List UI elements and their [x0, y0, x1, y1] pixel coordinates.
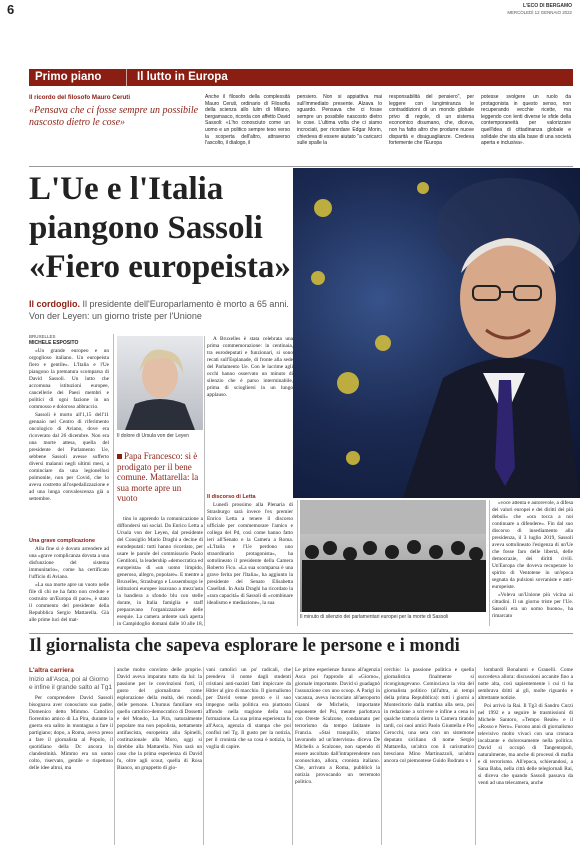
headline-line: L'Ue e l'Italia	[29, 171, 224, 207]
standfirst-label: Il cordoglio.	[29, 299, 80, 309]
divider	[29, 166, 573, 167]
headline-line: «Fiero europeista»	[29, 249, 291, 285]
bottom-column: Le prime esperienze furono all'agenzia Asca poi l'approdo al «Giorno», giornale importante. David si guadagnò l'assunzione con uno scoop. A Parigi in vacanza, aveva incrociato all'aeroporto Gianni de Michelis, importante esponente del Psi, mentre parlottava con Oreste Scalzone, condannato per terrorismo da tempo latitante in Francia. «Stai tranquillo, stiamo lavorando ad un'intervista» diceva De Michelis a Scalzone, non sapendo di essere ascoltato dall'intraprendente non sconosciuto, allora, cronista italiano. Che, arrivato a Roma, pubblicò la notizia provocando un terremoto politico.	[295, 667, 380, 785]
divider	[29, 633, 573, 634]
top-box-column: potesse svolgere un ruolo da protagonista in questo senso, non recuperando vecchie ricette, ma leggendo con lenti diverse le sfide della contemporaneità per valorizzare quell'idea di cittadinanza globale e solidale che sta alla base di una società aperta e inclusiva».	[481, 94, 571, 147]
pullquote-text: Papa Francesco: si è prodigato per il bene comune. Mattarella: la sua morte apre un vuoto	[117, 451, 199, 503]
portrait-illustration	[117, 336, 203, 430]
section-label-primo-piano[interactable]: Primo piano	[35, 71, 102, 83]
paragraph: «Voleva un'Unione più vicina ai cittadini. Il un giorno triste per l'Ue. Sassoli era un uomo buono», ha rimarcato	[492, 592, 573, 620]
vdl-photo	[117, 336, 203, 430]
article-column-1b	[29, 546, 109, 626]
bottom-column: Per comprendere David Sassoli bisognava aver conosciuto suo padre, Domenico detto Mimmo. Cattolico fiorentino amico di La Pira, durante la guerra era salito in montagna a fare il partigiano; dopo, a Roma, aveva preso a fare il giornalista al Popolo, il quotidiano della Dc ancora in clandestinità. Mimmo era un uomo colto, riservato, gentile e rispettoso delle idee altrui, ma	[29, 695, 113, 771]
top-box-quote: «Pensava che ci fosse sempre un possibile nascosto dietro le cose»	[29, 105, 199, 128]
issue-date: MERCOLEDÌ 12 GENNAIO 2022	[507, 10, 572, 15]
paragraph: A Bruxelles è stata celebrata una prima commemorazione: in centinaia, tra eurodeputati e funzionari, si sono recati sull'Esplanade, di fronte alla sede del Parlamento Ue. Con le lacrime agli occhi hanno osservato un minuto di silenzio che è parso interminabile, prima di sciogliersi in un lungo applauso.	[207, 336, 293, 398]
bottom-column: anche molto convinto delle proprie. David aveva imparato tutto da lui: la passione per le convinzioni forti, il gusto del giornalismo come esplorazione della realtà, dei mondi, delle persone. L'humus familiare era quello cattolico-democratico di Dossetti e del Mondo, La Pira, naturalmente popolare ma non popolista, nettamente antifascista, europeista alla Spinelli, costituzionale alla Moro, oggi si direbbe alla Mattarella. Non sarà un caso che la prima esperienza di David fu, oltre agli scout, quella di Rosa Bianco, un gruppetto di gio-	[117, 667, 202, 771]
crowd-illustration	[300, 500, 486, 612]
paragraph: Lunedì prossimo alla Plenaria di Strasburgo sarà invece l'ex premier Enrico Letta a tenere il discorso ufficiale per commemorare l'amico e collega del Pd, così come hanno fatto ieri all'Senato e la Camera a Roma. «L'Italia e l'Ue perdono uno straordinario protagonista», ha sottolineato il presidente della Camera Roberto Fico. «La sua scomparsa è una grave ferita per l'Italia», ha aggiunto la presidente del Senato Elisabetta Casellati. In Aula Draghi ha ricordato la «rara capacità» di Sassoli di «combinare idealismo e mediazione», la sua	[207, 502, 293, 606]
bottom-column: cerchio: la passione politica e quella giornalistica finalmente si ricongiungevano. Cominciava la vita del giornalista politico (all'altra, ai tempi della prima Repubblica): tutti i giorni a Montecitorio dalla mattina alla sera, poi in redazione a scrivere e infine a cena in qualche trattoria dietro la Camera tirando tardi, coi suoi amici Paolo Giuntella e Pio Cerocchi, una sera con un sistemone deputato siciliano di nome Sergio Mattarella, un'altra con il carismatico bresciano Mino Martinazzoli, un'altra ancora col piemontese Guido Bodrato o i	[384, 667, 474, 764]
bottom-kicker: L'altra carriera	[29, 667, 74, 674]
paragraph: Sassoli è morto all'1,15 dell'11 gennaio nel Centro di riferimento oncologico di Aviano, dove era ricoverato dal 26 dicembre. Non era una morte attesa, quella del presidente del Parlamento Ue, sebbene Sassoli avesse sofferto diversi malanni negli ultimi mesi, a cominciare da una legionellosi polmonite, non per Covid, che lo aveva costretto all'ospedalizzazione e ad una lunga convalescenza già a settembre.	[29, 412, 109, 503]
top-box-kicker: Il ricordo del filosofo Mauro Ceruti	[29, 94, 131, 101]
article-column-4	[492, 500, 573, 626]
section-bar	[29, 69, 573, 86]
main-headline	[29, 170, 299, 287]
subhead: Il discorso di Letta	[207, 494, 256, 500]
paragraph: «voce attenta e autorevole, a difesa dei valori europei e dei diritti dei più deboli» che «ora tocca a noi continuare a difendere». Fin dal suo discorso di insediamento alla presidenza, il 3 luglio 2019, Sassoli aveva sottolineato l'esigenza di un'Ue che fosse faro delle libertà, delle democrazie, dei diritti civili. Un'Europa che doveva recuperare lo spirito di Ventotene in un'epoca segnata da pulsioni sovraniste e anti-europeiste.	[492, 500, 573, 590]
paragraph: Alla fine si è dovuto arrendere ad una «grave complicanza dovuta a una disfunzione del sistema immunitario», come ha certificato l'ufficio di Aviano.	[29, 546, 109, 580]
portrait-illustration	[293, 168, 580, 498]
bottom-standfirst: Inizio all'Asca, poi al Giorno e infine il grande salto al Tg1	[29, 676, 112, 691]
top-box-column: pensiero. Non si appiattiva mai sull'immediato presente. Alzava lo sguardo. Pensava che ci fosse sempre un possibile nascosto dietro le cose. L'ultima volta che ci siamo incrociati, per ricordare Edgar Morin, chiedeva di essere aiutato "a caricarci sulle spalle la	[297, 94, 382, 147]
section-label-lutto[interactable]: Il lutto in Europa	[137, 71, 228, 83]
bottom-column	[478, 667, 573, 845]
bottom-headline: Il giornalista che sapeva esplorare le persone e i mondi	[29, 636, 460, 656]
top-box-column: responsabilità del pensiero", per leggere con lungimiranza le contraddizioni di un mondo globale privo di regole, di un sistema economico disumano, che, diceva, non ha fatto altro che produrre nuove disparità e disuguaglianze. Credeva fortemente che l'Europa	[389, 94, 474, 147]
article-column-2b	[207, 336, 293, 491]
hero-photo	[293, 168, 580, 498]
paragraph: lombardi Bonalumi e Granelli. Come succedeva allora: discussioni accanite fino a notte alta, così sapientemente i cui ti ha sembrava dritti ai gli, molte riguardo e altrettante notizie.	[478, 667, 573, 701]
bottom-column: vani cattolici un po' radicali, che prendeva il nome dagli studenti cristiani anti-nazisti fatti impiccare da Hitler al giro di macchio. Il giornalismo per David venne presto e il suo impegno nella politica era piuttosto affondo nella stagione della sua formazione. La sua prima esperienza fu all'Asca, agenzia di stampa che poi confluì nel Tg. Il gusto per la notizia, per il cronista che sa cosa è notizia, la voglia di capire.	[206, 667, 291, 750]
crowd-photo	[300, 500, 486, 612]
paragraph: Poi arrivò la Rai. Il Tg3 di Sandro Curzi nel 1992 e a seguire le trasmissioni di Michele Santoro, «Tempo Reale» e il «Rosso e Nero». Furono anni di giornalismo televisivo molto vivaci con una cronaca incalzante e dolorosamente nella politica. David si occupò di Tangentopoli, naturalmente, ma anche di processi di mafia e di terrorismo. All'epoca, schierandosi, a Sana Baba, nella città delle telegiornali Rai, si diceva che quando Sassoli passava da venti ad una telecamera, anche	[478, 703, 573, 787]
article-column-3	[207, 502, 293, 626]
paragraph: «Un grande europeo e un orgoglioso italiano. Un europeista fiero e gentile». L'Italia e l'Ue piangono la prematura scomparsa di David Sassoli. Un lutto che accomuna istituzioni europee, cancellerie dei Paesi membri e politici di ogni fazione in un commosso e doloroso abbraccio.	[29, 348, 109, 410]
standfirst	[29, 298, 291, 322]
standfirst-text: Il presidente dell'Europarlamento è morto a 65 anni. Von der Leyen: un giorno triste per l'Unione	[29, 299, 289, 321]
pullquote	[117, 451, 203, 504]
dateline: BRUXELLES	[29, 334, 56, 339]
photo-caption: Il minuto di silenzio dei parlamentari europei per la morte di Sassoli	[300, 614, 449, 620]
subhead: Una grave complicazione	[29, 538, 96, 544]
article-column-1	[29, 348, 109, 536]
paper-name: L'ECO DI BERGAMO	[523, 3, 572, 9]
photo-caption: Il dolore di Ursula von der Leyen	[117, 433, 189, 439]
article-column-2	[117, 516, 203, 626]
paragraph: «La sua morte apre un vuoto nelle file di chi ne ha fatto non credute e costruito un'Europa di pace», è stato il commento del presidente della Repubblica Sergio Mattarella. Già alle prime luci del mat-	[29, 582, 109, 624]
author: MICHELE ESPOSITO	[29, 340, 79, 346]
paragraph: tino lo apprendo la comunicazione a diffondersi sui social. Da Enrico Letta a Ursula von der Leyen, dal presidente del Consiglio Mario Draghi a decine di eurodeputati: tutti hanno ricordato, per usare le parole del commissario Paolo Gentiloni, la leadership «democratica ed europeista» di «un uomo limpido, generoso, allegro, popolare». E mentre a Bruxelles, Strasburgo e Lussemburgo le istituzioni europee issavano a mezz'asta la bandiera a sfondo blu con stelle dorate, in Italia famiglia e staff preparavano l'organizzazione delle esequie. La camera ardente sarà aperta in Campidoglio domani dalle 10 alle 18,	[117, 516, 203, 626]
pullquote-marker	[117, 454, 122, 459]
page-number: 6	[7, 2, 15, 17]
top-box-column: Anche il filosofo della complessità Mauro Ceruti, ordinario di Filosofia della scienza allo Iulm di Milano, bergamasco, ricorda con affetto David Sassoli: «L'ho conosciuto come un uomo e un politico sempre teso verso la scoperta dell'altro, attraverso l'ascolto, il dialogo, il	[205, 94, 290, 147]
headline-line: piangono Sassoli	[29, 210, 263, 246]
